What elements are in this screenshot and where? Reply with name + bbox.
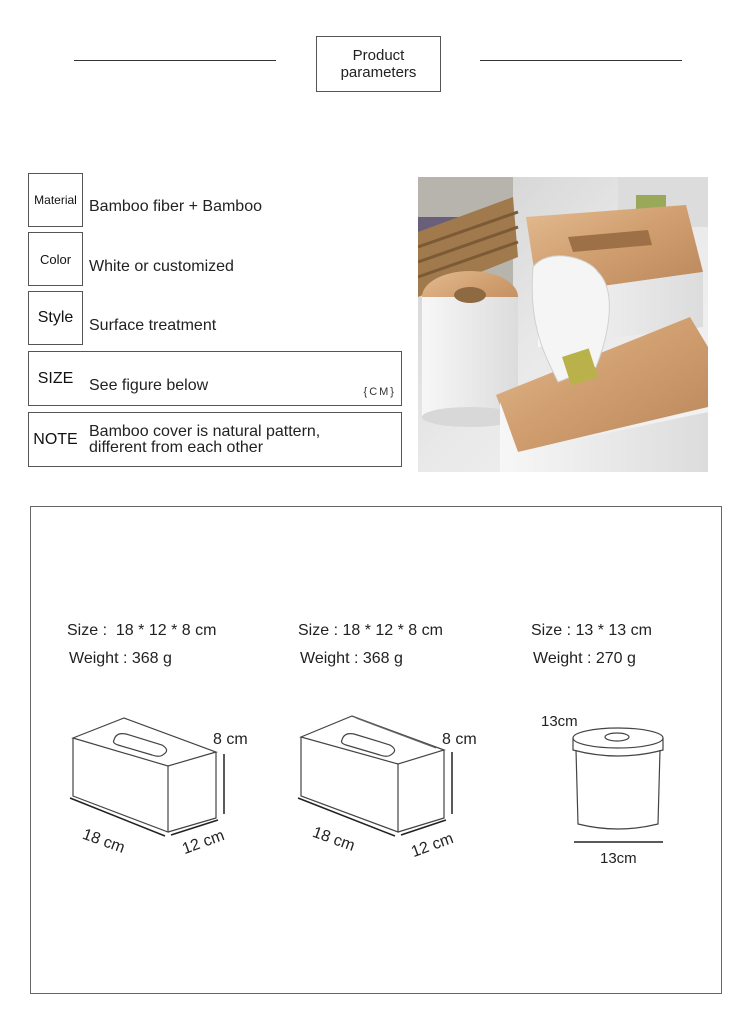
product2-height: 8 cm xyxy=(442,731,477,748)
param-label-note: NOTE xyxy=(33,430,78,448)
param-value-material: Bamboo fiber + Bamboo xyxy=(89,198,262,215)
product1-box-drawing xyxy=(66,714,236,839)
header-rule-right xyxy=(480,60,682,61)
product3-size: Size : 13 * 13 cm xyxy=(531,622,652,639)
param-row-size-border xyxy=(28,351,402,406)
param-label-material: Material xyxy=(28,173,83,227)
product3-height: 13cm xyxy=(541,713,578,730)
param-value-note-line1: Bamboo cover is natural pattern, xyxy=(89,423,321,440)
product2-length: 18 cm xyxy=(310,824,357,855)
param-value-color: White or customized xyxy=(89,258,234,275)
param-row-size xyxy=(28,351,402,406)
product2-size: Size : 18 * 12 * 8 cm xyxy=(298,622,443,639)
param-row-color xyxy=(28,232,402,286)
param-label-color: Color xyxy=(28,232,83,286)
product2-box-drawing xyxy=(296,712,466,840)
product3-weight: Weight : 270 g xyxy=(533,650,636,667)
product1-size: Size : 18 * 12 * 8 cm xyxy=(67,622,217,639)
product1-length: 18 cm xyxy=(80,826,127,857)
param-label-style: Style xyxy=(28,291,83,345)
param-row-style xyxy=(28,291,402,345)
param-value-note xyxy=(89,424,320,456)
product1-weight: Weight : 368 g xyxy=(69,650,172,667)
product2-weight: Weight : 368 g xyxy=(300,650,403,667)
param-value-note-line2: different from each other xyxy=(89,439,264,456)
product1-height: 8 cm xyxy=(213,731,248,748)
product3-round-box-drawing xyxy=(566,720,672,850)
param-row-material xyxy=(28,173,402,227)
product3-width: 13cm xyxy=(600,850,637,867)
param-row-note xyxy=(28,412,402,467)
param-label-size: SIZE xyxy=(37,369,74,387)
param-value-style: Surface treatment xyxy=(89,317,217,334)
page-title-line2: parameters xyxy=(340,64,417,81)
param-unit-size: {CM} xyxy=(363,386,396,398)
product-photo xyxy=(418,177,708,472)
product1-width: 12 cm xyxy=(180,827,227,858)
product2-width: 12 cm xyxy=(409,830,456,861)
page-title xyxy=(316,36,441,92)
header-rule-left xyxy=(74,60,276,61)
param-value-size: See figure below xyxy=(89,377,209,394)
page-title-line1: Product xyxy=(352,47,405,64)
